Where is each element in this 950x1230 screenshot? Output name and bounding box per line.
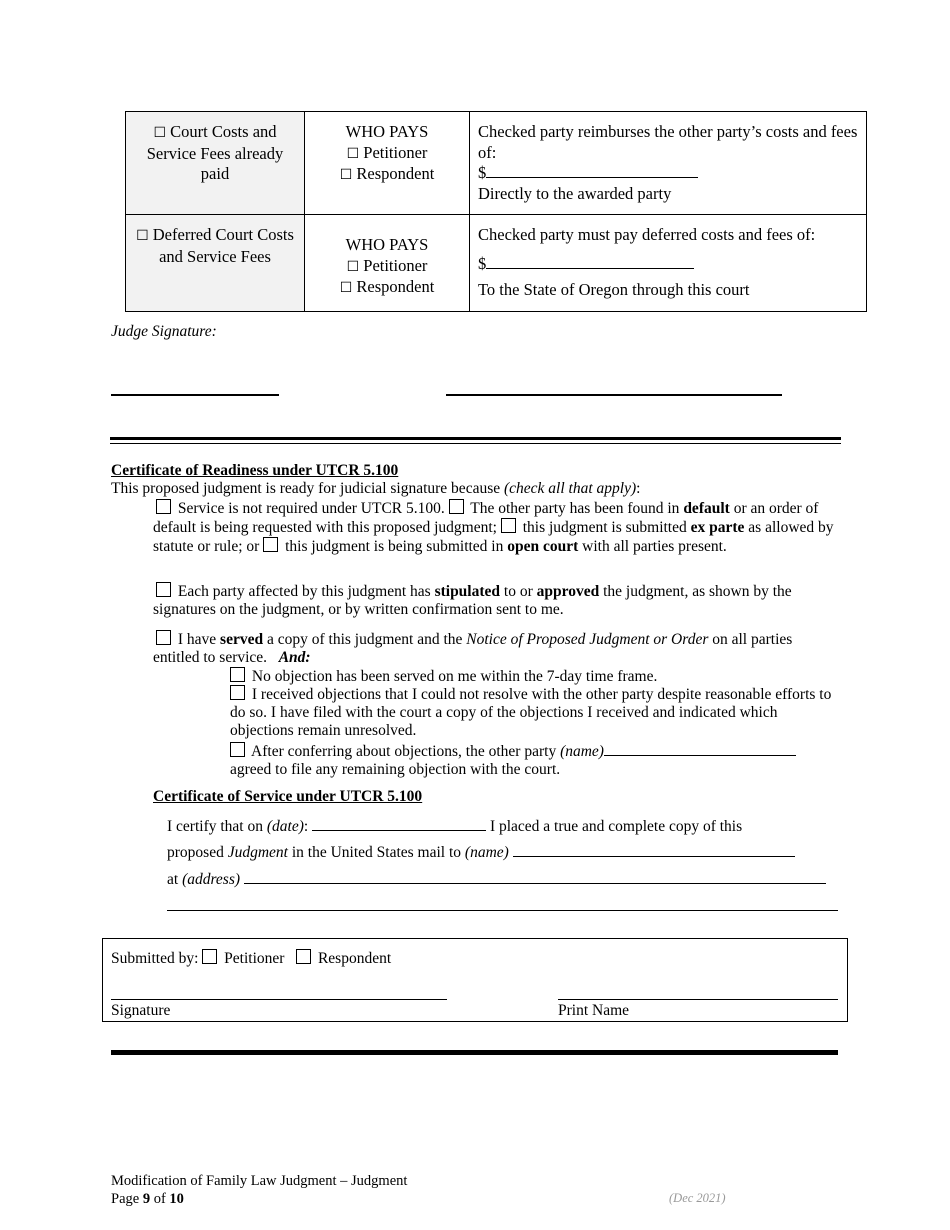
objections-unresolved-checkbox[interactable] bbox=[230, 685, 245, 700]
signature-caption: Signature bbox=[111, 1002, 171, 1019]
service-address-field[interactable] bbox=[244, 869, 826, 884]
submitted-by-row: Submitted by: Petitioner Respondent bbox=[111, 950, 392, 967]
petitioner-label: Petitioner bbox=[363, 142, 428, 162]
readiness-intro: This proposed judgment is ready for judicial signature because (check all that apply): bbox=[111, 480, 641, 497]
service-title: Certificate of Service under UTCR 5.100 bbox=[153, 788, 423, 805]
costs-desc-line1: Checked party reimburses the other party’s costs and fees of: bbox=[478, 122, 858, 162]
amount-field[interactable] bbox=[486, 254, 694, 269]
open-court-checkbox[interactable] bbox=[263, 537, 278, 552]
costs-desc-cell bbox=[470, 112, 867, 215]
who-pays-cell bbox=[305, 112, 470, 215]
service-date-field[interactable] bbox=[312, 816, 486, 831]
respondent-label: Respondent bbox=[356, 277, 435, 296]
date-signature-line[interactable] bbox=[111, 394, 279, 396]
service-address-line-2[interactable] bbox=[167, 910, 838, 911]
petitioner-label: Petitioner bbox=[363, 255, 428, 275]
deferred-checkbox[interactable]: ☐ bbox=[136, 228, 149, 244]
conferred-checkbox[interactable] bbox=[230, 742, 245, 757]
readiness-title: Certificate of Readiness under UTCR 5.100 bbox=[111, 462, 399, 479]
default-checkbox[interactable] bbox=[449, 499, 464, 514]
costs-row-already-paid bbox=[126, 112, 867, 215]
who-pays-heading: WHO PAYS bbox=[345, 235, 429, 254]
readiness-paragraph-2: Each party affected by this judgment has stipulated to or approved the judgment, as shown by the signatures on the judgment, or by written confirmation sent to me. bbox=[153, 583, 792, 618]
who-pays-cell bbox=[305, 215, 470, 312]
costs-desc-line2: Directly to the awarded party bbox=[478, 183, 672, 203]
costs-label: Court Costs and Service Fees already paid bbox=[146, 122, 284, 183]
bottom-thick-rule bbox=[111, 1050, 838, 1055]
service-line-3: at (address) bbox=[167, 869, 847, 889]
costs-label: Deferred Court Costs and Service Fees bbox=[152, 225, 294, 266]
submitted-respondent-checkbox[interactable] bbox=[296, 949, 311, 964]
petitioner-checkbox[interactable]: ☐ bbox=[346, 258, 360, 275]
costs-desc-cell bbox=[470, 215, 867, 312]
service-line-2: proposed Judgment in the United States mail to (name) bbox=[167, 842, 847, 862]
costs-desc-line2: To the State of Oregon through this court bbox=[478, 280, 750, 299]
costs-table bbox=[125, 111, 867, 312]
costs-desc-line1: Checked party must pay deferred costs and fees of: bbox=[478, 225, 816, 244]
stipulated-checkbox[interactable] bbox=[156, 582, 171, 597]
amount-field[interactable] bbox=[486, 163, 698, 178]
respondent-checkbox[interactable]: ☐ bbox=[339, 280, 353, 296]
judge-signature-line[interactable] bbox=[446, 394, 782, 396]
service-not-required-checkbox[interactable] bbox=[156, 499, 171, 514]
section-divider bbox=[110, 437, 841, 444]
readiness-paragraph-3: I have served a copy of this judgment and the Notice of Proposed Judgment or Order on all parties entitled to service. And: bbox=[153, 631, 793, 666]
service-line-1: I certify that on (date): I placed a true and complete copy of this bbox=[167, 818, 743, 835]
dollar-sign: $ bbox=[478, 163, 487, 182]
submitter-print-name-line[interactable] bbox=[558, 999, 838, 1000]
service-name-field[interactable] bbox=[513, 842, 795, 857]
objection-option-3: After conferring about objections, the other party (name) agreed to file any remaining objection with the court. bbox=[230, 741, 840, 779]
submitted-petitioner-checkbox[interactable] bbox=[202, 949, 217, 964]
costs-label-cell bbox=[126, 112, 305, 215]
who-pays-heading: WHO PAYS bbox=[345, 122, 429, 141]
petitioner-checkbox[interactable]: ☐ bbox=[346, 145, 360, 162]
other-party-name-field[interactable] bbox=[604, 741, 796, 756]
footer-form-title: Modification of Family Law Judgment – Judgment bbox=[111, 1173, 408, 1189]
judge-signature-label: Judge Signature: bbox=[111, 323, 217, 340]
no-objection-checkbox[interactable] bbox=[230, 667, 245, 682]
objection-option-1: No objection has been served on me within the 7-day time frame. bbox=[230, 667, 840, 686]
already-paid-checkbox[interactable]: ☐ bbox=[153, 125, 167, 141]
footer-revision-date: (Dec 2021) bbox=[669, 1191, 726, 1205]
served-checkbox[interactable] bbox=[156, 630, 171, 645]
objection-option-2: I received objections that I could not resolve with the other party despite reasonable efforts to do so. I have filed with the court a copy of the objections I received and indicated which objections remain unresolved. bbox=[230, 686, 832, 739]
costs-label-cell bbox=[126, 215, 305, 312]
dollar-sign: $ bbox=[478, 253, 487, 273]
submitter-signature-line[interactable] bbox=[111, 999, 447, 1000]
ex-parte-checkbox[interactable] bbox=[501, 518, 516, 533]
footer-page-number: Page 9 of 10 bbox=[111, 1191, 184, 1207]
readiness-paragraph-1: Service is not required under UTCR 5.100. The other party has been found in default or an order of default is being requested with this proposed judgment; this judgment is submitted ex parte as allowed by statute or rule; or this judgment is being submitted in open court with all parties present. bbox=[153, 500, 834, 555]
costs-row-deferred bbox=[126, 215, 867, 312]
respondent-label: Respondent bbox=[356, 164, 435, 183]
respondent-checkbox[interactable]: ☐ bbox=[339, 167, 353, 183]
print-name-caption: Print Name bbox=[558, 1002, 630, 1019]
